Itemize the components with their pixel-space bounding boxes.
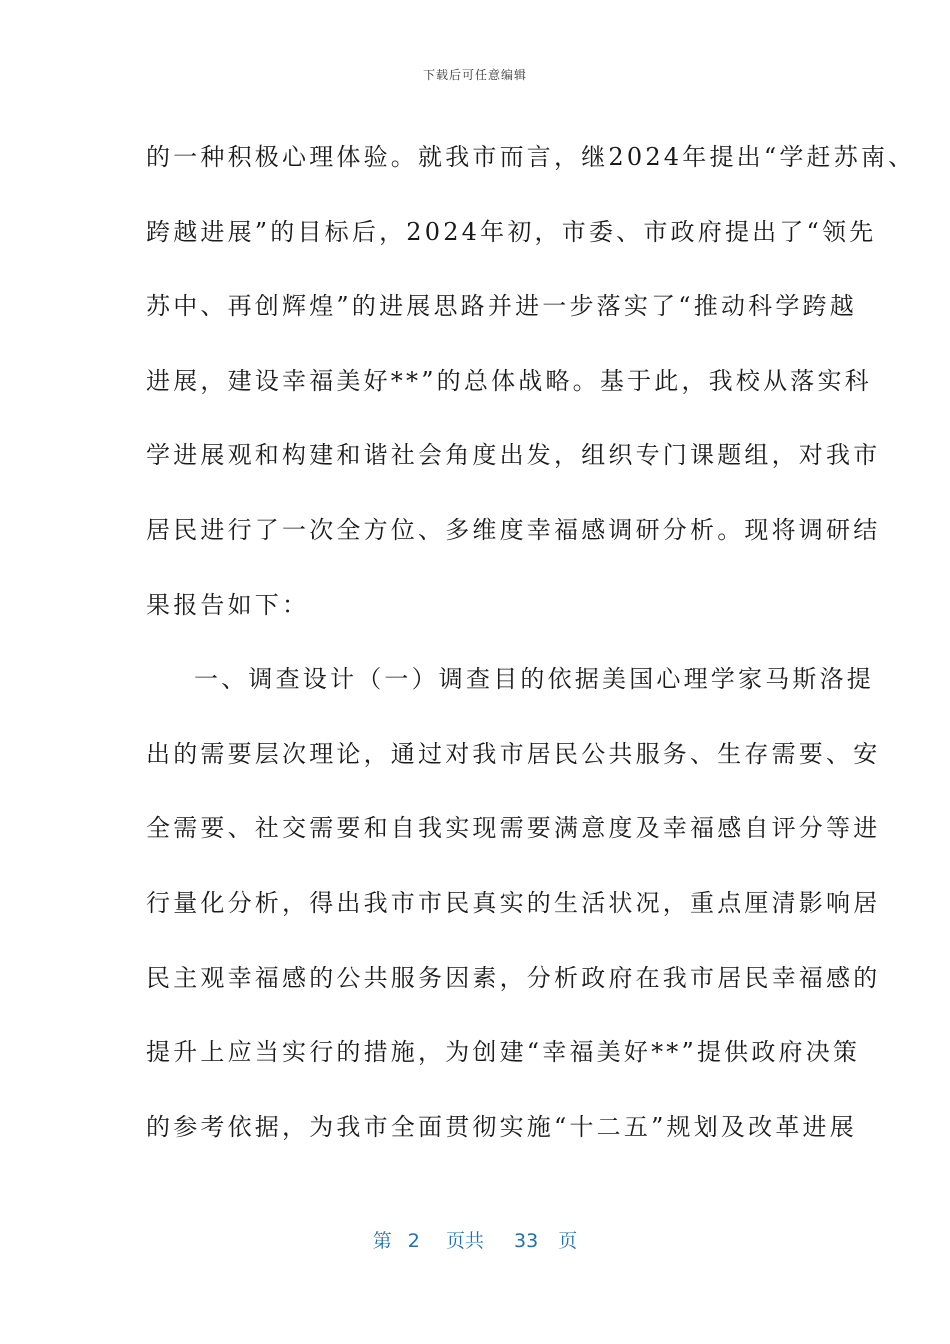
total-page-count: 33	[514, 1230, 539, 1252]
text-line: 行量化分析，得出我市市民真实的生活状况，重点厘清影响居	[146, 888, 881, 917]
text-line: 跨越进展”的目标后，2024年初，市委、市政府提出了“领先	[146, 217, 877, 246]
page-suffix: 页	[558, 1230, 578, 1252]
current-page-number: 2	[407, 1230, 420, 1252]
text-line: 苏中、再创辉煌”的进展思路并进一步落实了“推动科学跨越	[146, 292, 857, 321]
page-header-note: 下载后可任意编辑	[422, 68, 527, 82]
page-prefix: 第	[372, 1230, 392, 1252]
text-line: 果报告如下：	[146, 590, 310, 619]
text-line: 出的需要层次理论，通过对我市居民公共服务、生存需要、安	[146, 739, 881, 768]
text-line: 民主观幸福感的公共服务因素，分析政府在我市居民幸福感的	[146, 963, 881, 992]
text-line: 全需要、社交需要和自我实现需要满意度及幸福感自评分等进	[146, 814, 881, 843]
document-body	[146, 120, 916, 1164]
page-number-footer	[0, 1226, 950, 1253]
section-heading-line: 一、调查设计（一）调查目的依据美国心理学家马斯洛提	[194, 665, 874, 694]
text-line: 学进展观和构建和谐社会角度出发，组织专门课题组，对我市	[146, 441, 881, 470]
text-line: 的参考依据，为我市全面贯彻实施“十二五”规划及改革进展	[146, 1112, 857, 1141]
text-line: 的一种积极心理体验。就我市而言，继2024年提出“学赶苏南、	[146, 143, 916, 171]
page-middle-text: 页共	[445, 1230, 484, 1252]
text-line: 居民进行了一次全方位、多维度幸福感调研分析。现将调研结	[146, 515, 881, 544]
text-line: 提升上应当实行的措施，为创建“幸福美好**”提供政府决策	[146, 1038, 861, 1067]
text-line: 进展，建设幸福美好**”的总体战略。基于此，我校从落实科	[146, 366, 872, 395]
